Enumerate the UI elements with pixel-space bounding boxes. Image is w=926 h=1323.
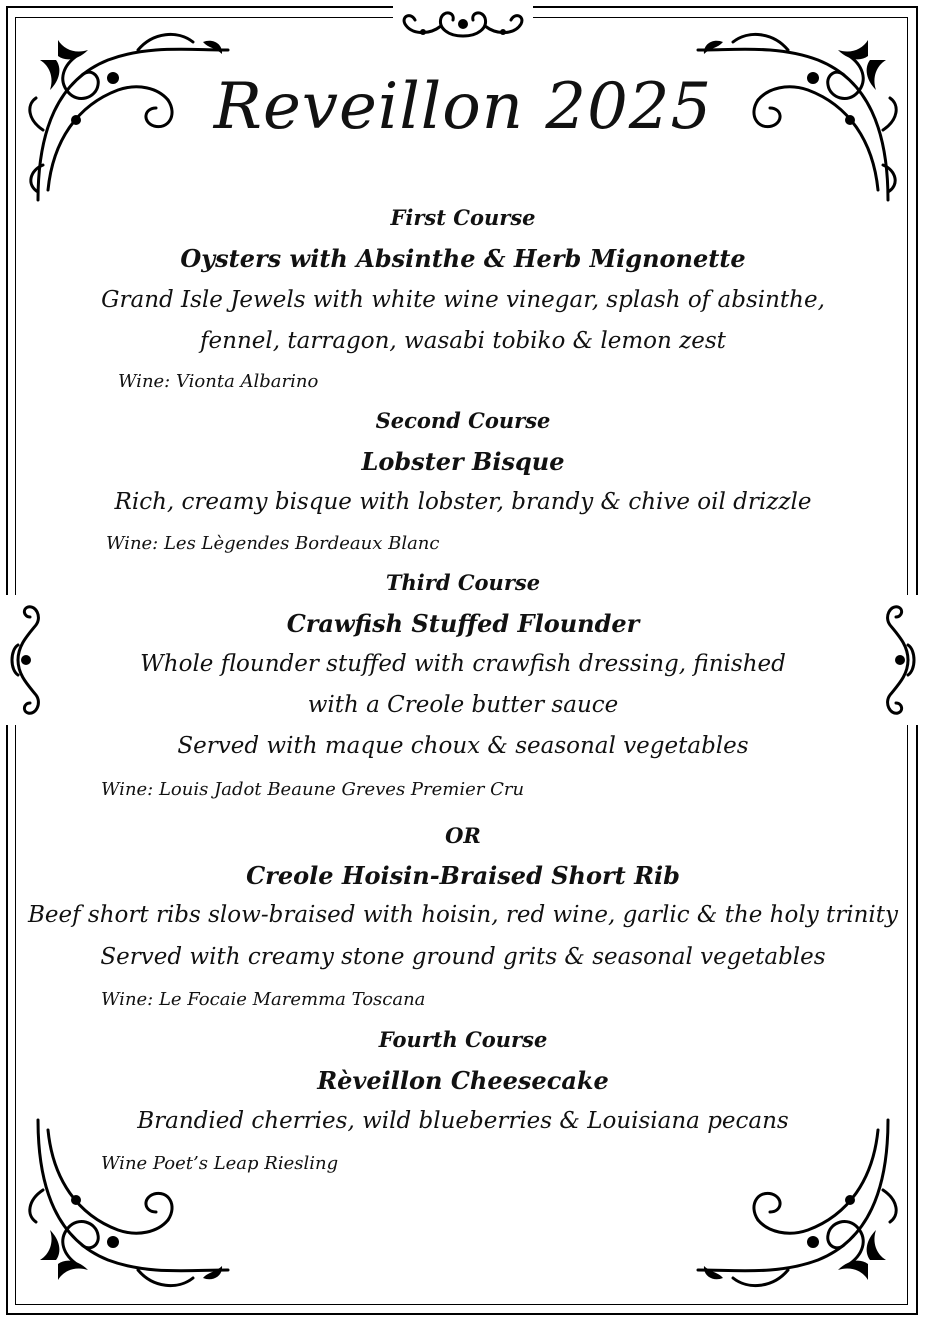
dish-description: Served with maque choux & seasonal vegetables bbox=[177, 733, 749, 759]
menu-title: Reveillon 2025 bbox=[213, 70, 713, 144]
dish-description: Beef short ribs slow-braised with hoisin, red wine, garlic & the holy trinity bbox=[27, 902, 898, 928]
dish-name: Crawfish Stuffed Flounder bbox=[286, 609, 640, 638]
wine-pairing: Wine: Louis Jadot Beaune Greves Premier Cru bbox=[101, 779, 525, 800]
wine-pairing: Wine: Vionta Albarino bbox=[118, 371, 319, 392]
or-divider: OR bbox=[445, 823, 481, 848]
course-heading: Fourth Course bbox=[378, 1027, 548, 1052]
dish-description: Grand Isle Jewels with white wine vinegar, splash of absinthe, bbox=[101, 287, 825, 313]
dish-description: Whole flounder stuffed with crawfish dressing, finished bbox=[140, 651, 786, 677]
dish-name: Rèveillon Cheesecake bbox=[317, 1066, 609, 1095]
course-heading: Second Course bbox=[375, 408, 551, 433]
dish-description: Served with creamy stone ground grits & seasonal vegetables bbox=[100, 944, 826, 970]
wine-pairing: Wine: Le Focaie Maremma Toscana bbox=[101, 989, 426, 1010]
dish-description: with a Creole butter sauce bbox=[307, 692, 619, 718]
dish-name: Creole Hoisin-Braised Short Rib bbox=[246, 861, 680, 890]
wine-pairing: Wine: Les Lègendes Bordeaux Blanc bbox=[106, 533, 440, 554]
dish-description: Rich, creamy bisque with lobster, brandy & chive oil drizzle bbox=[114, 489, 812, 515]
flourish-top-center-icon bbox=[393, 6, 533, 46]
dish-description: Brandied cherries, wild blueberries & Louisiana pecans bbox=[137, 1108, 789, 1134]
dish-name: Lobster Bisque bbox=[361, 447, 565, 476]
dish-description: fennel, tarragon, wasabi tobiko & lemon zest bbox=[200, 328, 726, 354]
dish-name: Oysters with Absinthe & Herb Mignonette bbox=[180, 244, 746, 273]
course-heading: Third Course bbox=[385, 570, 541, 595]
wine-pairing: Wine Poet’s Leap Riesling bbox=[101, 1153, 339, 1174]
course-heading: First Course bbox=[390, 205, 536, 230]
